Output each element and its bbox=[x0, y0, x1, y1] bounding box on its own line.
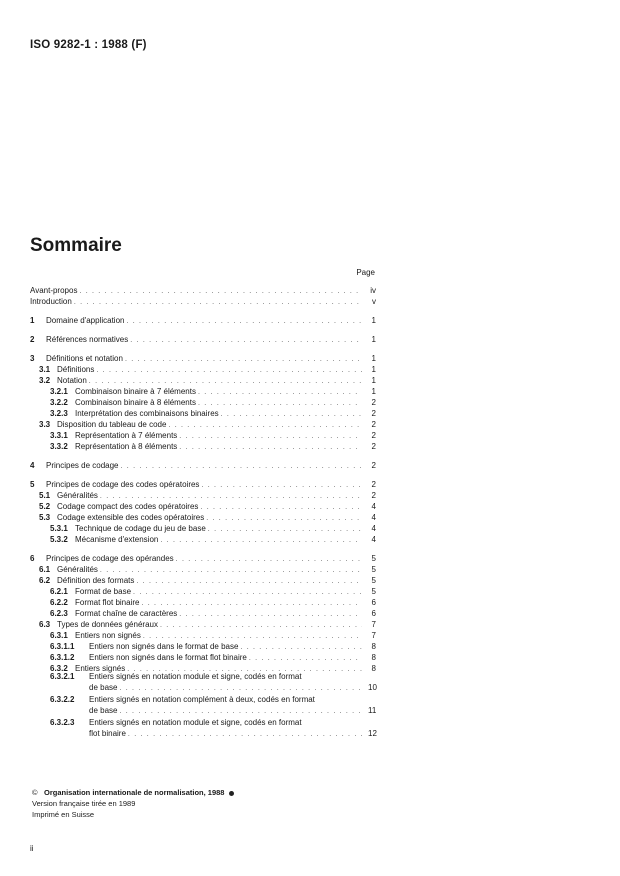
toc-entry-number: 3.3.1 bbox=[50, 431, 68, 440]
toc-entry-page: 4 bbox=[371, 524, 376, 533]
copyright-line bbox=[32, 788, 234, 798]
dot-leader bbox=[119, 707, 362, 717]
dot-leader bbox=[179, 432, 362, 442]
toc-entry-label: Introduction bbox=[30, 297, 72, 306]
toc-entry-number: 6.3.2.2 bbox=[50, 695, 75, 704]
dot-leader bbox=[198, 399, 362, 409]
toc-entry-number: 3.2 bbox=[39, 376, 51, 385]
toc-entry-page: 5 bbox=[371, 565, 376, 574]
toc-entry-page: 7 bbox=[371, 631, 376, 640]
dot-leader bbox=[143, 632, 362, 642]
toc-entry-page: 12 bbox=[368, 729, 377, 738]
dot-leader bbox=[179, 610, 362, 620]
toc-entry-label: Définitions bbox=[57, 365, 95, 374]
dot-leader bbox=[79, 287, 362, 297]
toc-entry-number: 4 bbox=[30, 461, 35, 470]
bullet-icon bbox=[229, 791, 234, 796]
toc-entry-label: Entiers non signés bbox=[75, 631, 141, 640]
toc-entry-page: 10 bbox=[368, 683, 377, 692]
document-header: ISO 9282-1 : 1988 (F) bbox=[30, 39, 147, 51]
toc-entry[interactable] bbox=[30, 491, 376, 501]
dot-leader bbox=[96, 366, 362, 376]
toc-entry[interactable] bbox=[30, 398, 376, 408]
toc-entry-label: de base bbox=[89, 683, 118, 692]
toc-entry[interactable] bbox=[30, 729, 376, 739]
dot-leader bbox=[160, 621, 362, 631]
toc-entry-number: 5.3 bbox=[39, 513, 51, 522]
toc-entry-label: Interprétation des combinaisons binaires bbox=[75, 409, 219, 418]
toc-entry-number: 6.2 bbox=[39, 576, 51, 585]
printed-note: Imprimé en Suisse bbox=[32, 810, 95, 819]
toc-entry[interactable] bbox=[30, 587, 376, 597]
toc-entry-label: Technique de codage du jeu de base bbox=[75, 524, 206, 533]
dot-leader bbox=[200, 503, 362, 513]
toc-entry-number: 6.2.3 bbox=[50, 609, 68, 618]
toc-entry-label: Mécanisme d'extension bbox=[75, 535, 159, 544]
toc-entry[interactable] bbox=[30, 609, 376, 619]
toc-entry[interactable] bbox=[30, 620, 376, 630]
toc-entry-page: 2 bbox=[371, 409, 376, 418]
toc-entry-number: 5 bbox=[30, 480, 35, 489]
toc-entry[interactable] bbox=[30, 387, 376, 397]
toc-entry[interactable] bbox=[30, 409, 376, 419]
dot-leader bbox=[125, 355, 362, 365]
page-title: Sommaire bbox=[30, 235, 122, 256]
toc-entry[interactable] bbox=[30, 420, 376, 430]
toc-entry-number: 6.3.1 bbox=[50, 631, 68, 640]
toc-entry-number: 6 bbox=[30, 554, 35, 563]
toc-entry-page: 6 bbox=[371, 598, 376, 607]
toc-entry-page: 8 bbox=[371, 664, 376, 673]
toc-entry-label-line1: Entiers signés en notation module et signe, codés en format bbox=[89, 718, 302, 727]
toc-entry-page: iv bbox=[370, 286, 376, 295]
dot-leader bbox=[201, 481, 362, 491]
toc-entry-page: 7 bbox=[371, 620, 376, 629]
toc-entry-number: 5.3.1 bbox=[50, 524, 68, 533]
dot-leader bbox=[126, 317, 362, 327]
toc-entry-label-line1: Entiers signés en notation module et signe, codés en format bbox=[89, 672, 302, 681]
dot-leader bbox=[130, 336, 362, 346]
toc-entry[interactable] bbox=[30, 598, 376, 608]
toc-entry[interactable] bbox=[30, 365, 376, 375]
page-column-heading: Page bbox=[356, 268, 375, 277]
dot-leader bbox=[160, 536, 362, 546]
toc-entry-number: 1 bbox=[30, 316, 35, 325]
dot-leader bbox=[249, 654, 362, 664]
toc-entry[interactable] bbox=[30, 653, 376, 663]
toc-entry-page: 1 bbox=[371, 316, 376, 325]
toc-entry[interactable] bbox=[30, 631, 376, 641]
toc-entry-page: 1 bbox=[371, 387, 376, 396]
toc-entry[interactable] bbox=[30, 535, 376, 545]
toc-entry-page: 6 bbox=[371, 609, 376, 618]
toc-entry-number: 3.1 bbox=[39, 365, 51, 374]
toc-entry-label: Généralités bbox=[57, 491, 98, 500]
toc-entry-page: 2 bbox=[371, 398, 376, 407]
page-number: ii bbox=[30, 844, 34, 853]
toc-entry-page: 5 bbox=[371, 587, 376, 596]
toc-entry[interactable] bbox=[30, 286, 376, 296]
toc-entry-page: v bbox=[372, 297, 376, 306]
dot-leader bbox=[128, 730, 362, 740]
toc-entry-number: 6.3.2 bbox=[50, 664, 68, 673]
toc-entry-page: 4 bbox=[371, 535, 376, 544]
toc-entry-label: Disposition du tableau de code bbox=[57, 420, 167, 429]
dot-leader bbox=[221, 410, 362, 420]
toc-entry-number: 2 bbox=[30, 335, 35, 344]
toc-entry-label-line1: Entiers signés en notation complément à deux, codés en format bbox=[89, 695, 315, 704]
dot-leader bbox=[208, 525, 362, 535]
toc-entry[interactable] bbox=[30, 354, 376, 364]
toc-entry-label: flot binaire bbox=[89, 729, 126, 738]
dot-leader bbox=[119, 684, 362, 694]
toc-entry[interactable] bbox=[30, 513, 376, 523]
toc-entry-label: de base bbox=[89, 706, 118, 715]
toc-entry-label: Avant-propos bbox=[30, 286, 78, 295]
toc-entry-label: Entiers signés bbox=[75, 664, 126, 673]
toc-entry-number: 6.3.2.3 bbox=[50, 718, 75, 727]
toc-entry-label: Codage extensible des codes opératoires bbox=[57, 513, 205, 522]
toc-entry[interactable] bbox=[30, 502, 376, 512]
version-note: Version française tirée en 1989 bbox=[32, 799, 136, 808]
toc-entry-label: Entiers non signés dans le format de base bbox=[89, 642, 239, 651]
toc-entry-page: 4 bbox=[371, 513, 376, 522]
toc-entry-page: 2 bbox=[371, 491, 376, 500]
dot-leader bbox=[176, 555, 362, 565]
toc-entry[interactable] bbox=[30, 565, 376, 575]
dot-leader bbox=[100, 566, 362, 576]
toc-entry[interactable] bbox=[30, 576, 376, 586]
toc-entry-number: 6.3.1.1 bbox=[50, 642, 75, 651]
dot-leader bbox=[198, 388, 362, 398]
toc-entry[interactable] bbox=[30, 376, 376, 386]
toc-entry[interactable] bbox=[30, 524, 376, 534]
toc-entry[interactable] bbox=[30, 461, 376, 471]
toc-entry[interactable] bbox=[30, 683, 376, 693]
toc-entry-number: 6.2.1 bbox=[50, 587, 68, 596]
dot-leader bbox=[74, 298, 362, 308]
toc-entry[interactable] bbox=[30, 431, 376, 441]
toc-entry-number: 3.2.3 bbox=[50, 409, 68, 418]
toc-entry[interactable] bbox=[30, 480, 376, 490]
toc-entry-page: 8 bbox=[371, 642, 376, 651]
toc-entry-number: 3.2.1 bbox=[50, 387, 68, 396]
toc-entry-page: 4 bbox=[371, 502, 376, 511]
toc-entry-number: 5.2 bbox=[39, 502, 51, 511]
copyright-icon: © bbox=[32, 788, 38, 797]
dot-leader bbox=[141, 599, 362, 609]
toc-entry-label: Types de données généraux bbox=[57, 620, 158, 629]
toc-entry-label: Format de base bbox=[75, 587, 132, 596]
toc-entry-label: Combinaison binaire à 8 éléments bbox=[75, 398, 196, 407]
toc-entry-number: 6.2.2 bbox=[50, 598, 68, 607]
toc-entry-page: 1 bbox=[371, 354, 376, 363]
toc-entry-label: Représentation à 8 éléments bbox=[75, 442, 178, 451]
toc-entry-label: Notation bbox=[57, 376, 87, 385]
toc-entry-label: Principes de codage des codes opératoires bbox=[46, 480, 200, 489]
toc-entry-label: Codage compact des codes opératoires bbox=[57, 502, 199, 511]
toc-entry-label: Format chaîne de caractères bbox=[75, 609, 178, 618]
toc-entry[interactable] bbox=[30, 335, 376, 345]
toc-entry[interactable] bbox=[30, 316, 376, 326]
dot-leader bbox=[240, 643, 362, 653]
toc-entry-number: 6.3.1.2 bbox=[50, 653, 75, 662]
dot-leader bbox=[121, 462, 363, 472]
dot-leader bbox=[136, 577, 362, 587]
toc-entry-page: 2 bbox=[371, 480, 376, 489]
dot-leader bbox=[89, 377, 362, 387]
toc-entry-label: Format flot binaire bbox=[75, 598, 140, 607]
toc-entry-page: 1 bbox=[371, 335, 376, 344]
dot-leader bbox=[100, 492, 362, 502]
toc-entry-page: 5 bbox=[371, 554, 376, 563]
toc-entry-number: 5.3.2 bbox=[50, 535, 68, 544]
toc-entry-number: 6.3.2.1 bbox=[50, 672, 75, 681]
toc-entry-page: 2 bbox=[371, 431, 376, 440]
toc-entry-label: Domaine d'application bbox=[46, 316, 125, 325]
toc-entry-page: 2 bbox=[371, 442, 376, 451]
toc-entry-label: Représentation à 7 éléments bbox=[75, 431, 178, 440]
dot-leader bbox=[133, 588, 362, 598]
dot-leader bbox=[206, 514, 362, 524]
toc-entry-label: Définition des formats bbox=[57, 576, 135, 585]
toc-entry-page: 1 bbox=[371, 365, 376, 374]
toc-entry-label: Entiers non signés dans le format flot binaire bbox=[89, 653, 247, 662]
toc-entry-page: 1 bbox=[371, 376, 376, 385]
toc-entry[interactable] bbox=[30, 642, 376, 652]
toc-entry[interactable] bbox=[30, 442, 376, 452]
toc-entry-number: 3.3.2 bbox=[50, 442, 68, 451]
toc-entry-number: 3 bbox=[30, 354, 35, 363]
toc-entry-label: Généralités bbox=[57, 565, 98, 574]
toc-entry-number: 5.1 bbox=[39, 491, 51, 500]
toc-entry[interactable] bbox=[30, 297, 376, 307]
toc-entry[interactable] bbox=[30, 554, 376, 564]
toc-entry-page: 8 bbox=[371, 653, 376, 662]
toc-entry-label: Définitions et notation bbox=[46, 354, 123, 363]
toc-entry-number: 6.3 bbox=[39, 620, 51, 629]
toc-entry-label: Combinaison binaire à 7 éléments bbox=[75, 387, 196, 396]
toc-entry-number: 3.2.2 bbox=[50, 398, 68, 407]
toc-entry-label: Références normatives bbox=[46, 335, 129, 344]
toc-entry-label: Principes de codage bbox=[46, 461, 119, 470]
toc-entry[interactable] bbox=[30, 706, 376, 716]
toc-entry-number: 3.3 bbox=[39, 420, 51, 429]
dot-leader bbox=[179, 443, 362, 453]
dot-leader bbox=[168, 421, 362, 431]
toc-entry-page: 2 bbox=[371, 420, 376, 429]
toc-entry-number: 6.1 bbox=[39, 565, 51, 574]
toc-entry-page: 2 bbox=[371, 461, 376, 470]
copyright-organisation: Organisation internationale de normalisation, 1988 bbox=[44, 788, 225, 797]
toc-entry-page: 5 bbox=[371, 576, 376, 585]
toc-entry-page: 11 bbox=[368, 706, 377, 715]
toc-entry-label: Principes de codage des opérandes bbox=[46, 554, 174, 563]
